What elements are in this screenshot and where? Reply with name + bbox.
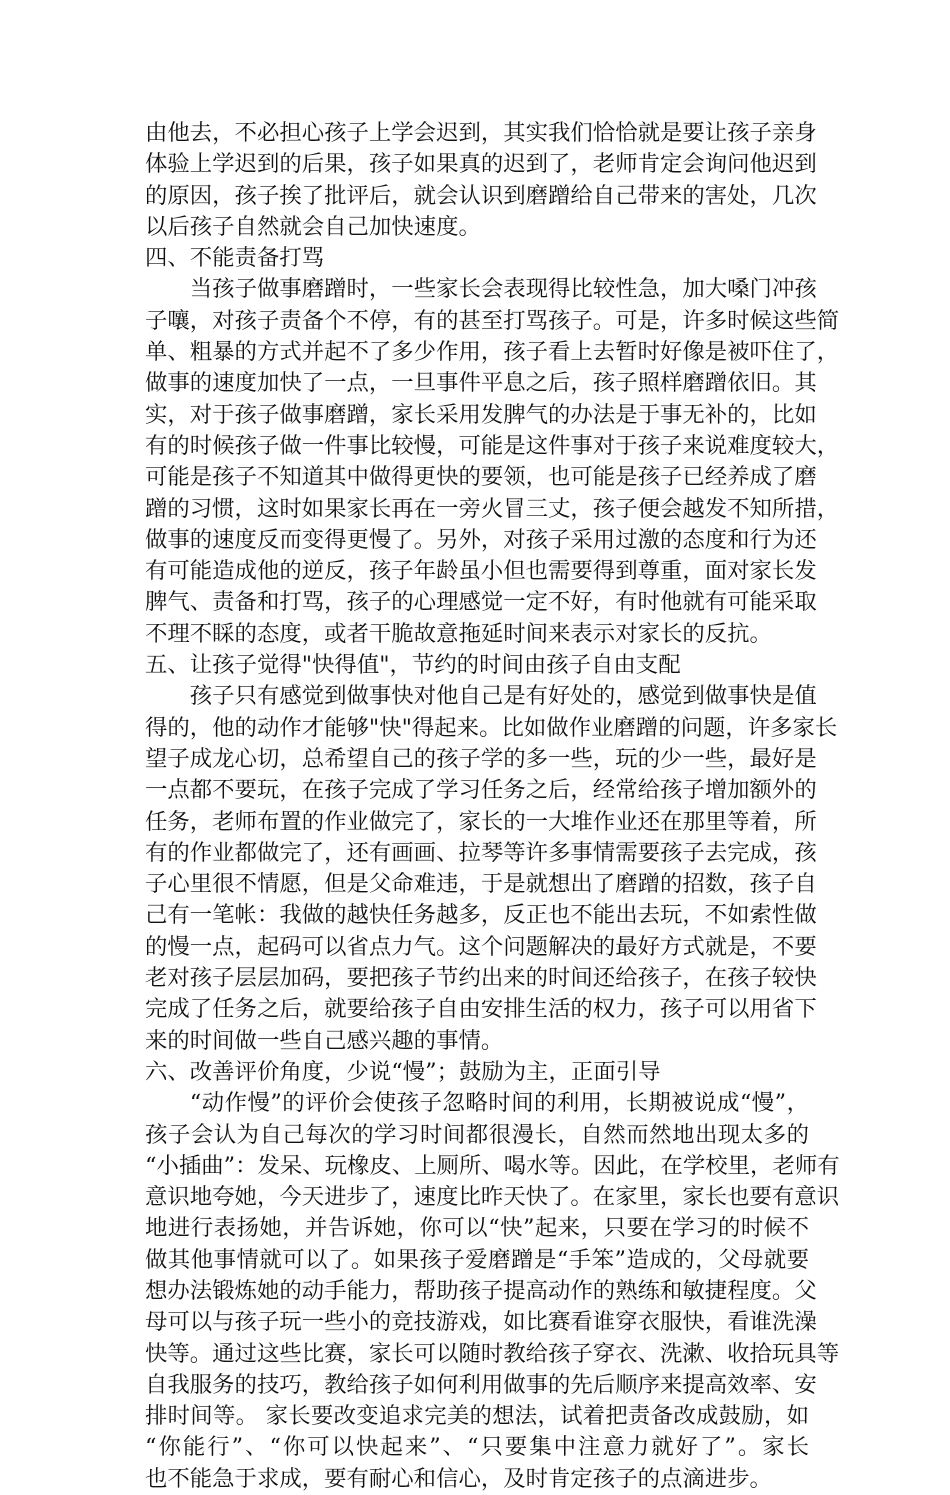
- paragraph-line: 体验上学迟到的后果，孩子如果真的迟到了，老师肯定会询问他迟到: [145, 151, 817, 178]
- paragraph-line: 来的时间做一些自己感兴趣的事情。: [145, 1027, 504, 1054]
- section-heading-6: 六、改善评价角度，少说“慢”；鼓励为主，正面引导: [145, 1058, 661, 1085]
- paragraph-line: 做事的速度反而变得更慢了。另外，对孩子采用过激的态度和行为还: [145, 526, 817, 553]
- paragraph-line: “小插曲”：发呆、玩橡皮、上厕所、喝水等。因此，在学校里，老师有: [145, 1152, 840, 1179]
- paragraph-line: 的慢一点，起码可以省点力气。这个问题解决的最好方式就是，不要: [145, 933, 817, 960]
- paragraph-line: 排时间等。 家长要改变追求完美的想法，试着把责备改成鼓励，如: [145, 1403, 809, 1430]
- paragraph-line: 任务，老师布置的作业做完了，家长的一大堆作业还在那里等着，所: [145, 808, 817, 835]
- paragraph-line: 当孩子做事磨蹭时，一些家长会表现得比较性急，加大嗓门冲孩: [189, 276, 817, 303]
- section-6-paragraph: [145, 1088, 840, 1495]
- paragraph-line: 母可以与孩子玩一些小的竞技游戏，如比赛看谁穿衣服快，看谁洗澡: [145, 1309, 817, 1336]
- paragraph-line: 想办法锻炼她的动手能力，帮助孩子提高动作的熟练和敏捷程度。父: [145, 1277, 817, 1304]
- paragraph-line: 可能是孩子不知道其中做得更快的要领，也可能是孩子已经养成了磨: [145, 464, 817, 491]
- paragraph-line: 做事的速度加快了一点，一旦事件平息之后，孩子照样磨蹭依旧。其: [145, 370, 817, 397]
- paragraph-line: 不理不睬的态度，或者干脆故意拖延时间来表示对家长的反抗。: [145, 620, 772, 647]
- intro-paragraph: [145, 118, 817, 243]
- paragraph-line: 老对孩子层层加码，要把孩子节约出来的时间还给孩子，在孩子较快: [145, 965, 817, 992]
- paragraph-line: 实，对于孩子做事磨蹭，家长采用发脾气的办法是于事无补的，比如: [145, 401, 817, 428]
- paragraph-line: 单、粗暴的方式并起不了多少作用，孩子看上去暂时好像是被吓住了，: [145, 339, 840, 366]
- section-heading-5: 五、让孩子觉得"快得值"，节约的时间由孩子自由支配: [145, 652, 681, 679]
- paragraph-line: 蹭的习惯，这时如果家长再在一旁火冒三丈，孩子便会越发不知所措，: [145, 495, 840, 522]
- paragraph-line: “你能行”、“你可以快起来”、“只要集中注意力就好了”。家长: [145, 1434, 809, 1461]
- paragraph-line: 做其他事情就可以了。如果孩子爱磨蹭是“手笨”造成的，父母就要: [145, 1246, 809, 1273]
- paragraph-line: 完成了任务之后，就要给孩子自由安排生活的权力，孩子可以用省下: [145, 996, 817, 1023]
- paragraph-line: 子心里很不情愿，但是父命难违，于是就想出了磨蹭的招数，孩子自: [145, 871, 817, 898]
- paragraph-line: “动作慢”的评价会使孩子忽略时间的利用，长期被说成“慢”，: [189, 1090, 809, 1117]
- paragraph-line: 的原因，孩子挨了批评后，就会认识到磨蹭给自己带来的害处，几次: [145, 182, 817, 209]
- section-4-paragraph: [145, 274, 840, 650]
- paragraph-line: 有的作业都做完了，还有画画、拉琴等许多事情需要孩子去完成，孩: [145, 839, 817, 866]
- paragraph-line: 以后孩子自然就会自己加快速度。: [145, 213, 481, 240]
- section-heading-4: 四、不能责备打骂: [145, 245, 325, 272]
- paragraph-line: 望子成龙心切，总希望自己的孩子学的多一些，玩的少一些，最好是: [145, 745, 817, 772]
- paragraph-line: 意识地夸她，今天进步了，速度比昨天快了。在家里，家长也要有意识: [145, 1184, 840, 1211]
- paragraph-line: 地进行表扬她，并告诉她，你可以“快”起来，只要在学习的时候不: [145, 1215, 809, 1242]
- paragraph-line: 也不能急于求成，要有耐心和信心，及时肯定孩子的点滴进步。: [145, 1465, 772, 1492]
- paragraph-line: 一点都不要玩，在孩子完成了学习任务之后，经常给孩子增加额外的: [145, 777, 817, 804]
- paragraph-line: 快等。通过这些比赛，家长可以随时教给孩子穿衣、洗漱、收拾玩具等: [145, 1340, 840, 1367]
- paragraph-line: 孩子只有感觉到做事快对他自己是有好处的，感觉到做事快是值: [189, 683, 817, 710]
- section-5-paragraph: [145, 681, 838, 1057]
- paragraph-line: 脾气、责备和打骂，孩子的心理感觉一定不好，有时他就有可能采取: [145, 589, 817, 616]
- paragraph-line: 有的时候孩子做一件事比较慢，可能是这件事对于孩子来说难度较大，: [145, 432, 840, 459]
- document-page: [145, 118, 840, 1495]
- paragraph-line: 得的，他的动作才能够"快"得起来。比如做作业磨蹭的问题，许多家长: [145, 714, 838, 741]
- paragraph-line: 孩子会认为自己每次的学习时间都很漫长，自然而然地出现太多的: [145, 1121, 809, 1148]
- paragraph-line: 自我服务的技巧，教给孩子如何利用做事的先后顺序来提高效率、安: [145, 1371, 817, 1398]
- paragraph-line: 由他去，不必担心孩子上学会迟到，其实我们恰恰就是要让孩子亲身: [145, 120, 817, 146]
- paragraph-line: 己有一笔帐：我做的越快任务越多，反正也不能出去玩，不如索性做: [145, 902, 817, 929]
- paragraph-line: 子嚷，对孩子责备个不停，有的甚至打骂孩子。可是，许多时候这些简: [145, 307, 840, 334]
- paragraph-line: 有可能造成他的逆反，孩子年龄虽小但也需要得到尊重，面对家长发: [145, 558, 817, 585]
